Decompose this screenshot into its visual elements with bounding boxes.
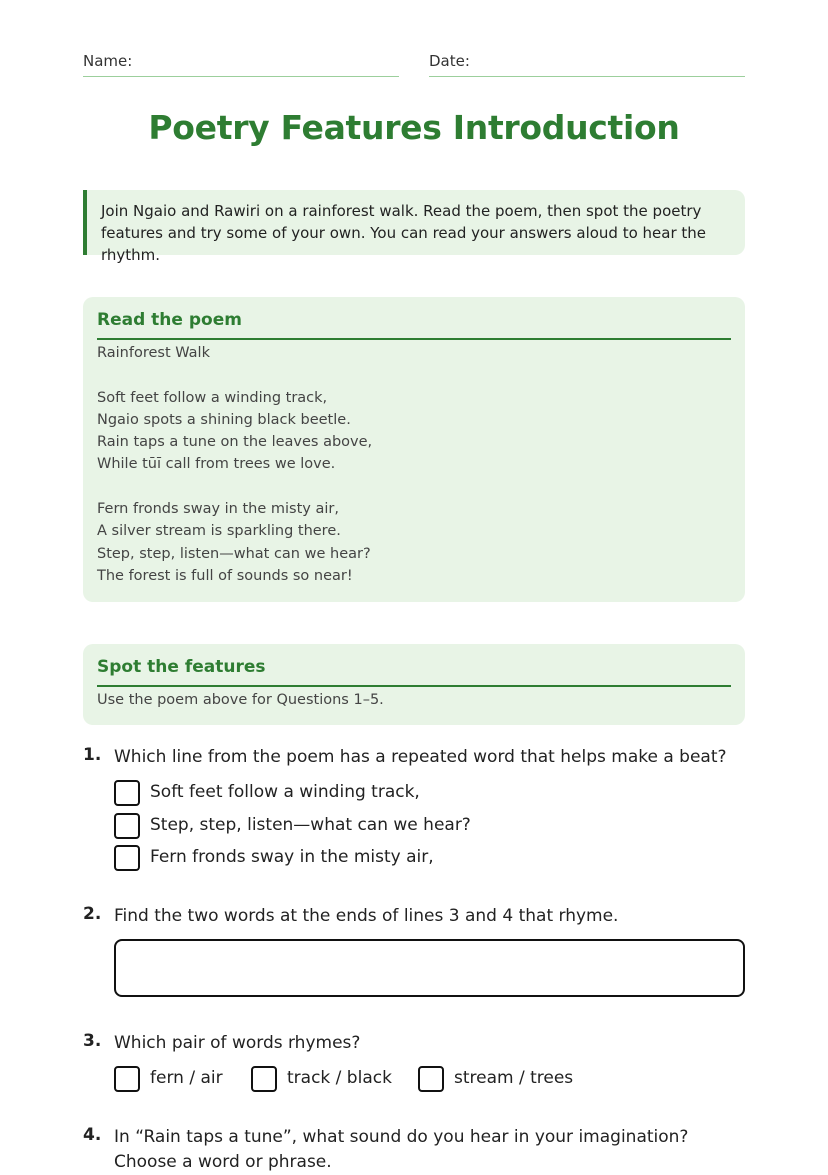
- date-label: Date:: [429, 52, 470, 70]
- q2-answer-field[interactable]: [114, 939, 745, 997]
- poem-line: Step, step, listen—what can we hear?: [97, 545, 371, 562]
- poem-panel-heading: Read the poem: [97, 310, 731, 340]
- poem-line: Rain taps a tune on the leaves above,: [97, 434, 373, 451]
- poem-line: Soft feet follow a winding track,: [97, 389, 328, 406]
- question-number: 3.: [83, 1031, 102, 1051]
- option-label: stream / trees: [454, 1068, 574, 1088]
- poem-title: Rainforest Walk: [97, 345, 210, 361]
- option-label: Fern fronds sway in the misty air,: [150, 847, 434, 867]
- question-2: [83, 904, 745, 934]
- checkbox[interactable]: [114, 780, 140, 806]
- question-1: [83, 745, 745, 875]
- date-field[interactable]: [429, 52, 745, 77]
- features-panel-heading: Spot the features: [97, 657, 731, 687]
- question-number: 1.: [83, 745, 102, 765]
- poem-line: Fern fronds sway in the misty air,: [97, 501, 339, 518]
- question-4: [83, 1125, 745, 1171]
- name-field[interactable]: [83, 52, 399, 77]
- option-label: Soft feet follow a winding track,: [150, 782, 420, 802]
- option-label: Step, step, listen—what can we hear?: [150, 815, 471, 835]
- intro-callout: Join Ngaio and Rawiri on a rainforest walk. Read the poem, then spot the poetry features and try some of your own. You can read your answers aloud to hear the rhythm.: [83, 190, 745, 255]
- checkbox[interactable]: [251, 1066, 277, 1092]
- question-text: Which line from the poem has a repeated word that helps make a beat?: [114, 747, 727, 767]
- checkbox[interactable]: [114, 813, 140, 839]
- question-3: [83, 1031, 745, 1095]
- poem-panel: [83, 297, 745, 602]
- features-note: Use the poem above for Questions 1–5.: [97, 692, 384, 708]
- features-panel: [83, 644, 745, 725]
- checkbox[interactable]: [114, 1066, 140, 1092]
- question-number: 4.: [83, 1125, 102, 1145]
- poem-body: [97, 342, 731, 587]
- name-label: Name:: [83, 52, 133, 70]
- question-text: In “Rain taps a tune”, what sound do you hear in your imagination? Choose a word or phrase.: [114, 1127, 689, 1172]
- question-text: Which pair of words rhymes?: [114, 1033, 361, 1053]
- poem-line: Ngaio spots a shining black beetle.: [97, 411, 351, 428]
- checkbox[interactable]: [418, 1066, 444, 1092]
- poem-line: The forest is full of sounds so near!: [97, 567, 353, 584]
- poem-line: A silver stream is sparkling there.: [97, 523, 341, 540]
- option-label: track / black: [287, 1068, 392, 1088]
- option-label: fern / air: [150, 1068, 223, 1088]
- page-title: Poetry Features Introduction: [148, 108, 680, 147]
- question-text: Find the two words at the ends of lines 3 and 4 that rhyme.: [114, 906, 619, 926]
- checkbox[interactable]: [114, 845, 140, 871]
- poem-line: While tūī call from trees we love.: [97, 456, 336, 473]
- question-number: 2.: [83, 904, 102, 924]
